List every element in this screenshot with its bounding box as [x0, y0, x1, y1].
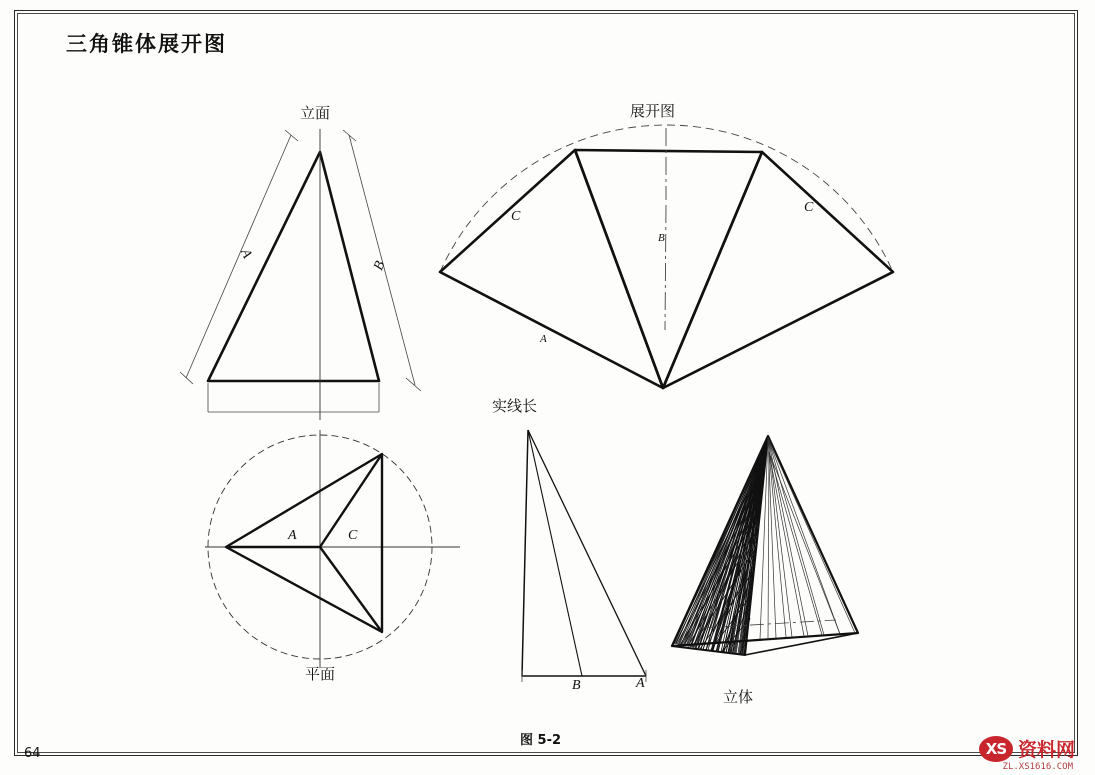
solid-pictorial-group [672, 436, 858, 655]
label-plan-edge-c: C [348, 528, 358, 543]
front-elevation-group [180, 129, 421, 420]
label-development-edge-c-right: C [804, 200, 814, 215]
label-plan: 平面 [305, 665, 336, 683]
label-front-elevation: 立面 [300, 104, 331, 122]
label-development-edge-a: A [540, 333, 547, 345]
label-elevation-edge-a: A [237, 246, 255, 261]
label-plan-edge-a: A [288, 528, 297, 543]
watermark-badge-icon: XS [979, 736, 1013, 762]
label-development-edge-b: B [658, 232, 665, 244]
true-length-group [522, 430, 646, 682]
label-elevation-edge-b: B [371, 259, 389, 273]
label-true-length-b: B [572, 678, 581, 693]
label-true-length: 实线长 [492, 397, 538, 415]
development-group [440, 125, 893, 388]
watermark-url: ZL.XS1616.COM [1002, 762, 1073, 772]
label-development-edge-c-left: C [511, 209, 521, 224]
figure-caption: 图 5-2 [520, 733, 562, 748]
watermark [979, 735, 1075, 762]
page-title: 三角锥体展开图 [66, 32, 227, 56]
plan-view-group [205, 430, 460, 668]
page-number: 64 [24, 746, 41, 761]
label-development: 展开图 [630, 102, 676, 120]
label-solid: 立体 [723, 688, 754, 706]
watermark-text: 资料网 [1017, 739, 1075, 761]
label-true-length-a: A [636, 676, 645, 691]
